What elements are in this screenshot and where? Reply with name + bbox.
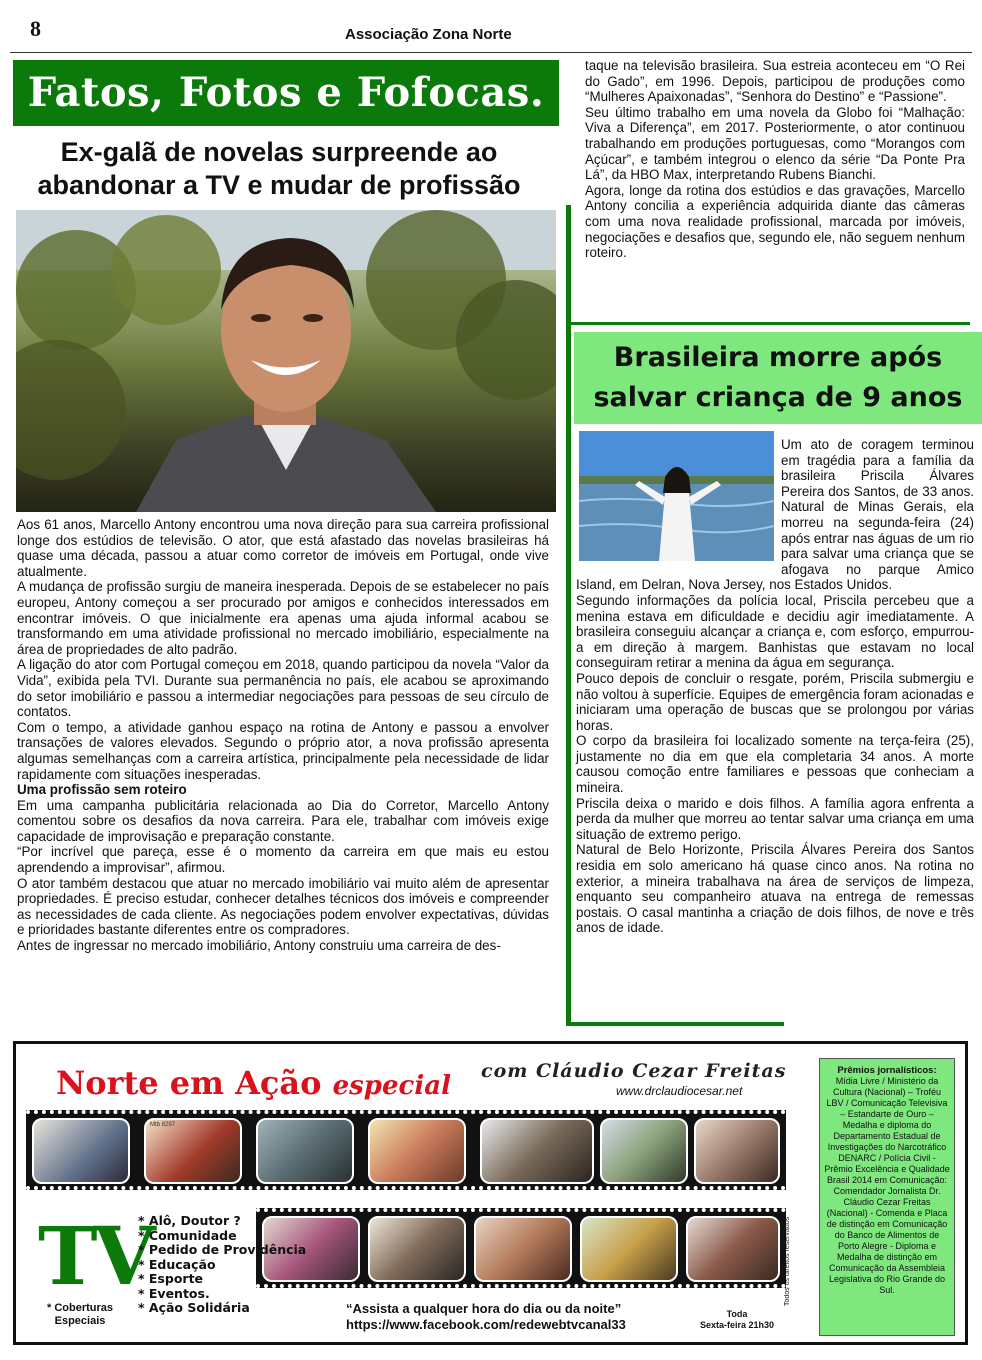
story2-paragraph: O corpo da brasileira foi localizado somente na terça-feira (25), justamente no dia em que ela completaria 34 anos. A morte causou comoção entre familiares e pessoas que conheciam a mineira. <box>576 733 974 796</box>
story1-paragraph: O ator também destacou que atuar no mercado imobiliário vai muito além de apresentar propriedades. É preciso estudar, conhecer detalhes técnicos dos imóveis e compreender as necessidades de cada cliente. As negociações podem envolver expectativas, dúvidas e prioridades bastante diferentes entre os compradores. <box>17 875 549 938</box>
film-frame <box>368 1118 466 1184</box>
film-frame <box>600 1118 688 1184</box>
topic-item: * Alô, Doutor ? <box>138 1214 306 1229</box>
story1-body <box>17 517 549 954</box>
ad-title <box>56 1064 451 1102</box>
filmstrip-top <box>26 1110 786 1190</box>
column-divider <box>566 205 571 1025</box>
ad-rights: Todos os direitos reservados <box>784 1216 791 1306</box>
tv-program-ad <box>13 1041 968 1345</box>
story2-headline: Brasileira morre após salvar criança de 9 anos <box>574 332 982 424</box>
page-number: 8 <box>30 16 41 41</box>
film-frame <box>256 1118 354 1184</box>
story2-body <box>576 437 974 936</box>
story1-paragraph: A ligação do ator com Portugal começou em 2018, quando participou da novela “Valor da Vida”, exibida pela TVI. Durante sua permanência no país, ele acabou se aproximando do setor imobiliário e passou a intermediar negociações para pessoas de seu círculo de contatos. <box>17 657 549 720</box>
frame-label: Mtb 8297 <box>150 1122 176 1128</box>
section-divider <box>566 1022 784 1026</box>
topic-item: * Esporte <box>138 1272 306 1287</box>
awards-box <box>819 1058 955 1336</box>
topic-item: * Ação Solidária <box>138 1301 306 1316</box>
film-frame <box>474 1216 572 1282</box>
ad-quote <box>346 1301 626 1333</box>
story1-continuation-paragraph: taque na televisão brasileira. Sua estreia aconteceu em “O Rei do Gado”, em 1996. Depois, participou de produções como “Mulheres Apaixonadas”, “Senhora do Destino” e “Passione”. <box>585 58 965 105</box>
section-divider <box>566 322 970 325</box>
topic-item: * Comunidade <box>138 1229 306 1244</box>
story2-paragraph: Um ato de coragem terminou em tragédia para a família da brasileira Priscila Álvares Pereira dos Santos, de 33 anos. Natural de Minas Gerais, ela morreu na segunda-feira (24) após entrar nas águas de um rio para salvar uma criança que se afogava no parque Amico Island, em Delran, Nova Jersey, nos Estados Unidos. <box>576 437 974 593</box>
topic-item: * Pedido de Providência <box>138 1243 306 1258</box>
story2-paragraph: Pouco depois de concluir o resgate, porém, Priscila submergiu e não voltou à superfície. Equipes de emergência foram acionadas e iniciaram uma operação de buscas que se prolongou por várias horas. <box>576 670 974 733</box>
ad-schedule <box>692 1309 782 1331</box>
story1-continuation-paragraph: Agora, longe da rotina dos estúdios e das gravações, Marcello Antony concilia a experiência adquirida diante das câmeras com uma nova realidade profissional, marcada por imóveis, negociações e desafios que, segundo ele, não seguem nenhum roteiro. <box>585 182 965 261</box>
schedule-line: Sexta-feira 21h30 <box>699 1320 775 1330</box>
awards-title: Prêmios jornalísticos: <box>837 1065 937 1076</box>
topic-item: * Eventos. <box>138 1287 306 1302</box>
program-topics <box>138 1214 306 1316</box>
ad-title-main: Norte em Ação <box>56 1064 322 1102</box>
tv-coberturas: * Coberturas Especiais <box>46 1302 114 1327</box>
filmstrip-bottom <box>256 1208 786 1288</box>
story1-photo <box>16 210 556 512</box>
film-frame <box>686 1216 780 1282</box>
story1-paragraph: Antes de ingressar no mercado imobiliário, Antony construiu uma carreira de des- <box>17 938 501 954</box>
ad-quote-text: “Assista a qualquer hora do dia ou da noite” <box>346 1301 622 1316</box>
story1-paragraph: Aos 61 anos, Marcello Antony encontrou uma nova direção para sua carreira profissional longe dos estúdios de televisão. O ator, que está afastado das novelas brasileiras há quase uma década, passou a atuar como corretor de imóveis em Portugal, onde vive atualmente. <box>17 517 549 579</box>
film-frame <box>580 1216 678 1282</box>
film-frame <box>32 1118 130 1184</box>
story1-subheading: Uma profissão sem roteiro <box>17 782 187 798</box>
film-frame <box>368 1216 466 1282</box>
story1-paragraph: Com o tempo, a atividade ganhou espaço na rotina de Antony e passou a envolver transações de valores elevados. Segundo o próprio ator, a nova profissão apresenta algumas semelhanças com a carreira artística, principalmente pela necessidade de lidar rapidamente com situações inesperadas. <box>17 719 549 782</box>
schedule-line: Toda <box>726 1309 748 1319</box>
story2-paragraph: Natural de Belo Horizonte, Priscila Álvares Pereira dos Santos residia em solo americano há quase cinco anos. Na rotina no exterior, a mineira trabalhava na área de serviços de limpeza, enquanto seu companheiro atuava na entrega de remessas postais. O casal mantinha a criação de dois filhos, de nove e três anos de idade. <box>576 842 974 936</box>
ad-host: com Cláudio Cezar Freitas <box>481 1060 787 1082</box>
facebook-link[interactable]: https://www.facebook.com/redewebtvcanal33 <box>346 1317 626 1332</box>
film-frame <box>144 1118 242 1184</box>
header-rule <box>10 52 972 53</box>
section-banner: Fatos, Fotos e Fofocas. <box>13 60 559 126</box>
ad-title-special: especial <box>332 1071 451 1101</box>
awards-text: Mídia Livre / Ministério da Cultura (Nacional) – Troféu LBV / Comunicação Televisiva – Estandarte de Ouro – Medalha e diploma do Departamento Estadual de Investigações do Narcotráfico DENARC / Polícia Civil - Prêmio Excelência e Qualidade Brasil 2014 em Comunicação: Comendador Jornalista Dr. Cláudio Cezar Freitas (Nacional) - Comenda e Placa de distinção em Comunicação do Banco de Alimentos de Porto Alegre - Diploma e Medalha de distinção em Comunicação da Assembleia Legislativa do Rio Grande do Sul. <box>824 1076 950 1295</box>
topic-item: * Educação <box>138 1258 306 1273</box>
story1-continuation <box>585 58 965 261</box>
header-title: Associação Zona Norte <box>345 26 512 43</box>
ad-website: www.drclaudiocesar.net <box>616 1084 743 1098</box>
story1-paragraph: A mudança de profissão surgiu de maneira inesperada. Depois de se estabelecer no país europeu, Antony começou a ser procurado por amigos e conhecidos interessados em encontrar imóveis. O que inicialmente era apenas uma ajuda informal acabou se transformando em uma atividade profissional no mercado imobiliário, especialmente na área de propriedades de alto padrão. <box>17 579 549 657</box>
story2-paragraph: Segundo informações da polícia local, Priscila percebeu que a menina estava em dificuldade e decidiu agir imediatamente. A brasileira conseguiu alcançar a criança e, com esforço, empurrou-a em direção à margem. Banhistas que estavam no local conseguiram retirar a menina da água em segurança. <box>576 592 974 671</box>
story1-headline: Ex-galã de novelas surpreende ao abandonar a TV e mudar de profissão <box>37 137 521 200</box>
story1-continuation-paragraph: Seu último trabalho em uma novela da Globo foi “Malhação: Viva a Diferença”, em 2017. Posteriormente, o ator continuou trabalhando em produções portuguesas, como “Morangos com Açúcar”, e também integrou o elenco da série “Da Ponte Pra Lá”, da HBO Max, interpretando Rubens Bianchi. <box>585 104 965 183</box>
tv-logo: TV <box>38 1209 152 1303</box>
story1-paragraph: “Por incrível que pareça, esse é o momento da carreira em que mais eu estou aprendendo a improvisar”, afirmou. <box>17 844 549 876</box>
film-frame <box>480 1118 594 1184</box>
story1-paragraph: Em uma campanha publicitária relacionada ao Dia do Corretor, Marcello Antony comentou sobre os desafios da nova carreira. Para ele, trabalhar com imóveis exige capacidade de improvisação e preparação constante. <box>17 797 549 844</box>
film-frame <box>694 1118 780 1184</box>
story2-paragraph: Priscila deixa o marido e dois filhos. A família agora enfrenta a perda da mulher que morreu ao tentar salvar uma criança em uma situação de extremo perigo. <box>576 795 974 842</box>
